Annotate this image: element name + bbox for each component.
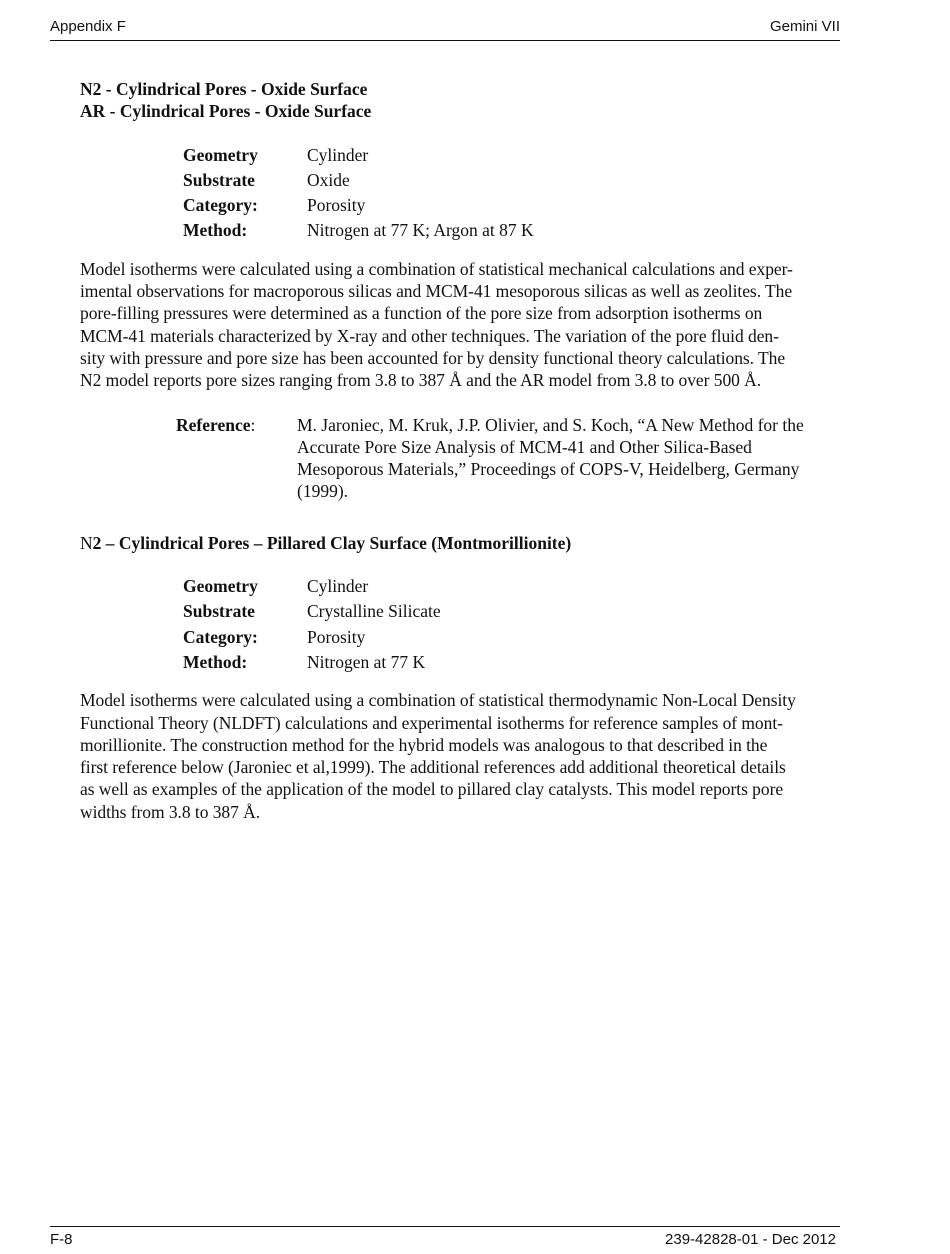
property-value: Porosity <box>307 626 366 647</box>
property-row-geometry <box>183 575 840 600</box>
property-label: Category: <box>183 195 258 216</box>
citation-line: Accurate Pore Size Analysis of MCM-41 and Other Silica-Based <box>297 436 752 457</box>
reference-label-colon: : <box>250 414 256 435</box>
reference-block <box>176 414 840 503</box>
property-value: Cylinder <box>307 144 369 165</box>
property-label: Substrate <box>183 601 255 622</box>
property-value: Oxide <box>307 169 350 190</box>
property-label: Geometry <box>183 144 258 165</box>
property-row-method <box>183 219 840 244</box>
reference-citation <box>297 414 839 503</box>
property-row-geometry <box>183 144 840 169</box>
property-value: Crystalline Silicate <box>307 601 441 622</box>
reference-label <box>176 414 297 503</box>
paragraph-line: as well as examples of the application of the model to pillared clay catalysts. This model reports pore <box>80 779 784 800</box>
paragraph-line: Model isotherms were calculated using a combination of statistical mechanical calculations and exper- <box>80 258 793 279</box>
section-oxide-surface <box>80 78 840 503</box>
citation-line: Mesoporous Materials,” Proceedings of COPS-V, Heidelberg, Germany <box>297 459 800 480</box>
property-row-category <box>183 194 840 219</box>
citation-line: M. Jaroniec, M. Kruk, J.P. Olivier, and S. Koch, “A New Method for the <box>297 414 804 435</box>
property-value: Porosity <box>307 195 366 216</box>
paragraph-line: first reference below (Jaroniec et al,1999). The additional references add additional theoretical details <box>80 757 786 778</box>
paragraph-line: pore-filling pressures were determined as a function of the pore size from adsorption isotherms on <box>80 303 763 324</box>
reference-label-text: Reference <box>176 414 251 435</box>
property-value: Cylinder <box>307 576 369 597</box>
description-paragraph <box>80 258 840 392</box>
title-prefix: N <box>80 532 93 553</box>
citation-line: (1999). <box>297 481 349 502</box>
property-value: Nitrogen at 77 K; Argon at 87 K <box>307 220 534 241</box>
section-title-n2-oxide: N2 - Cylindrical Pores - Oxide Surface <box>80 79 368 99</box>
section-pillared-clay <box>80 532 840 823</box>
property-label: Geometry <box>183 576 258 597</box>
paragraph-line: N2 model reports pore sizes ranging from 3.8 to 387 Å and the AR model from 3.8 to over 500 Å. <box>80 370 762 391</box>
properties-table <box>183 575 840 676</box>
property-label: Substrate <box>183 169 255 190</box>
paragraph-line: imental observations for macroporous silicas and MCM-41 mesoporous silicas as well as zeolites. The <box>80 281 793 302</box>
paragraph-line: Functional Theory (NLDFT) calculations and experimental isotherms for reference samples of mont- <box>80 712 783 733</box>
property-label: Method: <box>183 651 248 672</box>
property-label: Method: <box>183 220 248 241</box>
page-content <box>80 78 840 823</box>
paragraph-line: widths from 3.8 to 387 Å. <box>80 801 261 822</box>
title-rest: 2 – Cylindrical Pores – Pillared Clay Surface (Montmorillionite) <box>92 532 572 553</box>
property-row-category <box>183 626 840 651</box>
property-row-substrate <box>183 169 840 194</box>
property-label: Category: <box>183 626 258 647</box>
section-title-ar-oxide: AR - Cylindrical Pores - Oxide Surface <box>80 101 372 122</box>
paragraph-line: MCM-41 materials characterized by X-ray and other techniques. The variation of the pore fluid den- <box>80 325 779 346</box>
section-title-n2-pillared-clay <box>80 532 840 554</box>
header-product-name: Gemini VII <box>769 18 840 35</box>
paragraph-line: Model isotherms were calculated using a combination of statistical thermodynamic Non-Local Density <box>80 690 796 711</box>
property-value: Nitrogen at 77 K <box>307 651 426 672</box>
paragraph-line: sity with pressure and pore size has been accounted for by density functional theory calculations. The <box>80 347 786 368</box>
page-number: F-8 <box>50 1231 73 1248</box>
header-section-label: Appendix F <box>50 18 126 35</box>
document-number: 239-42828-01 - Dec 2012 <box>665 1231 836 1248</box>
property-row-method <box>183 651 840 676</box>
paragraph-line: morillionite. The construction method for the hybrid models was analogous to that described in the <box>80 734 768 755</box>
page-header <box>50 18 840 41</box>
description-paragraph <box>80 689 840 823</box>
page-footer <box>50 1226 840 1249</box>
properties-table <box>183 144 840 245</box>
property-row-substrate <box>183 600 840 625</box>
